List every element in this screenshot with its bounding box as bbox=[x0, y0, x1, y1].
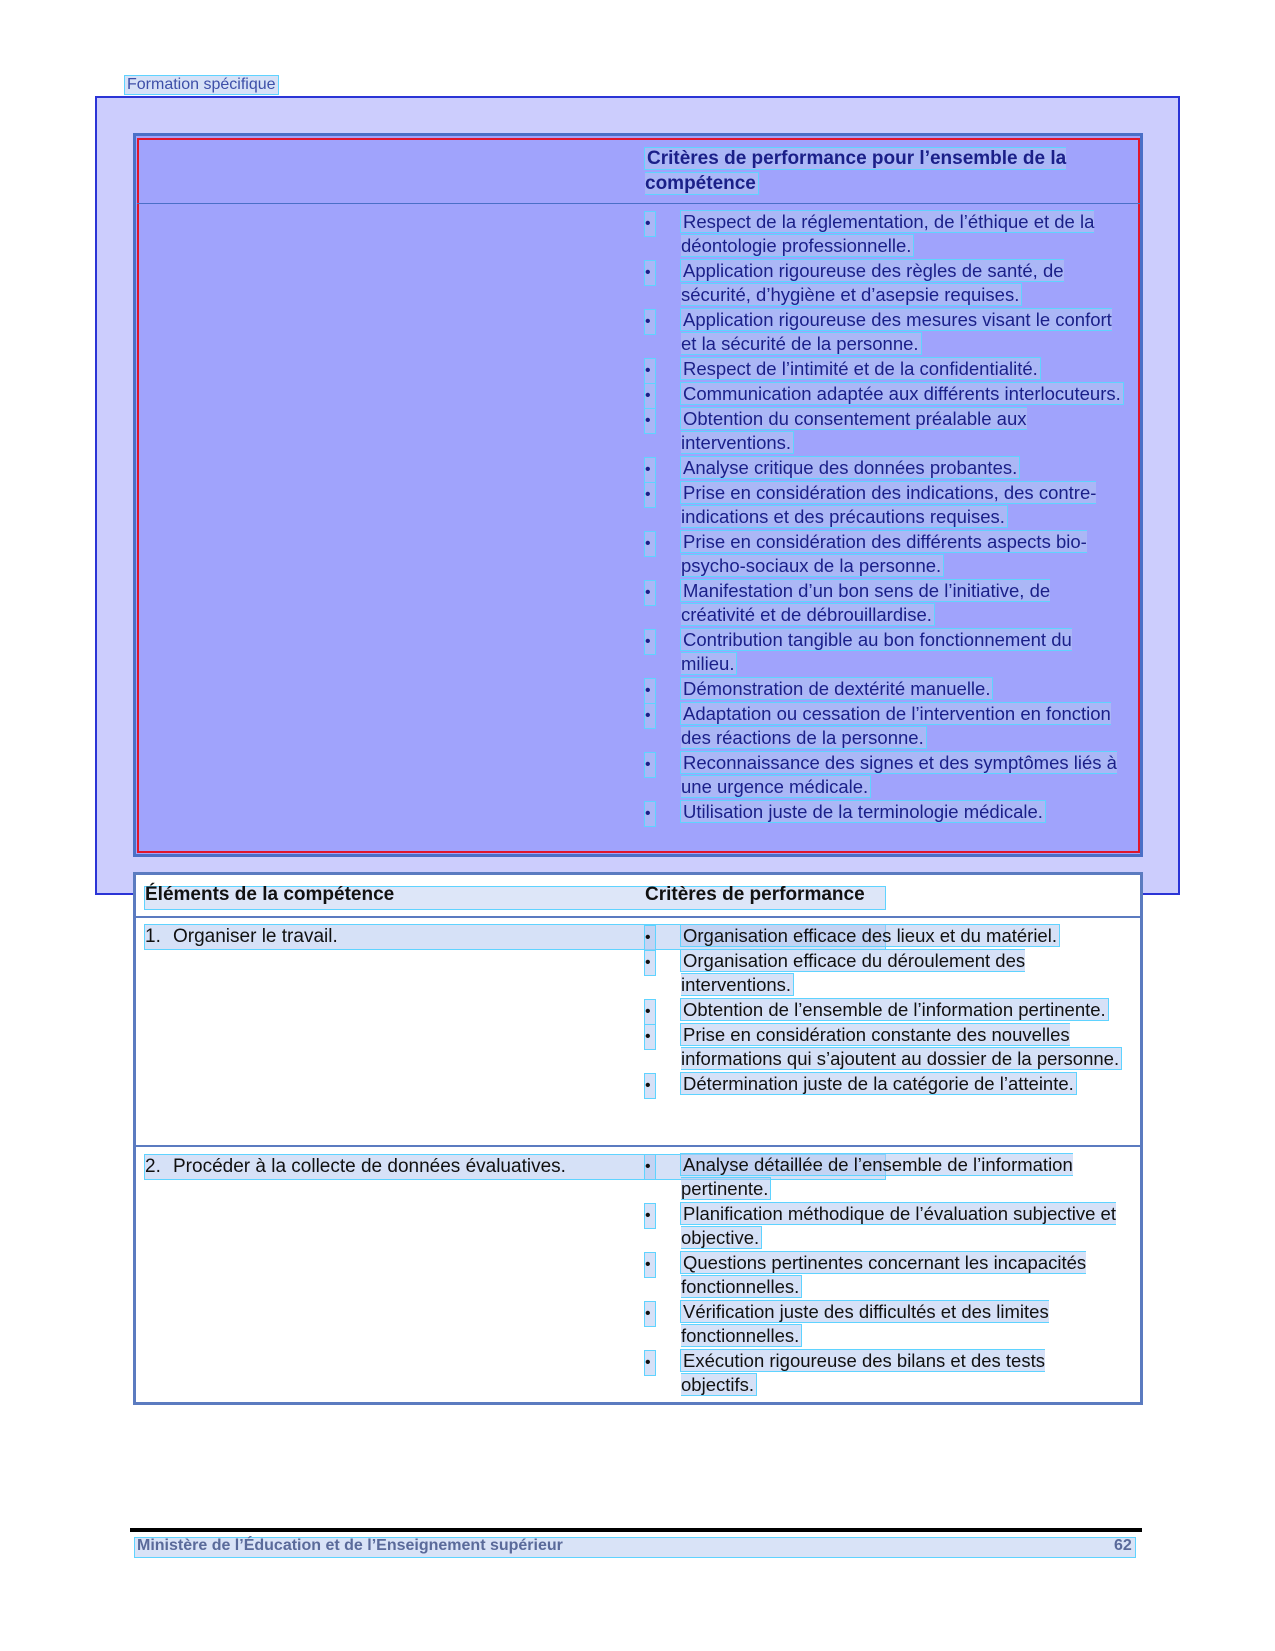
table-header-divider bbox=[135, 916, 1141, 918]
criterion-text: Obtention de l’ensemble de l’information pertinente. bbox=[683, 999, 1106, 1020]
bullet-icon: • bbox=[645, 532, 655, 556]
table-row-divider bbox=[135, 1145, 1141, 1147]
bullet-icon: • bbox=[645, 1204, 655, 1228]
bullet-icon: • bbox=[645, 409, 655, 433]
criterion-text: Détermination juste de la catégorie de l’atteinte. bbox=[683, 1073, 1074, 1094]
list-item bbox=[645, 924, 1125, 948]
list-item bbox=[645, 751, 1125, 799]
element-text: Procéder à la collecte de données évaluatives. bbox=[173, 1156, 566, 1177]
bullet-icon: • bbox=[645, 1351, 655, 1375]
column-header-criteria: Critères de performance bbox=[645, 884, 865, 905]
list-item bbox=[645, 456, 1125, 480]
criterion-text: Respect de l’intimité et de la confidentialité. bbox=[683, 358, 1038, 379]
criterion-text: Reconnaissance des signes et des symptômes liés à une urgence médicale. bbox=[681, 752, 1117, 797]
bullet-icon: • bbox=[645, 483, 655, 507]
criterion-text: Prise en considération des différents aspects bio-psycho-sociaux de la personne. bbox=[681, 531, 1087, 576]
criterion-text: Questions pertinentes concernant les incapacités fonctionnelles. bbox=[681, 1252, 1087, 1297]
bullet-icon: • bbox=[645, 951, 655, 975]
list-item bbox=[645, 210, 1125, 258]
list-item bbox=[645, 1072, 1125, 1096]
criterion-text: Organisation efficace du déroulement des interventions. bbox=[681, 950, 1026, 995]
bullet-icon: • bbox=[645, 359, 655, 383]
criterion-text: Utilisation juste de la terminologie médicale. bbox=[683, 801, 1043, 822]
list-item bbox=[645, 357, 1125, 381]
criterion-text: Adaptation ou cessation de l’intervention en fonction des réactions de la personne. bbox=[681, 703, 1111, 748]
criterion-text: Analyse détaillée de l’ensemble de l’information pertinente. bbox=[681, 1154, 1073, 1199]
list-item bbox=[645, 579, 1125, 627]
criterion-text: Respect de la réglementation, de l’éthique et de la déontologie professionnelle. bbox=[681, 211, 1095, 256]
list-item bbox=[645, 998, 1125, 1022]
bullet-icon: • bbox=[645, 458, 655, 482]
criterion-text: Planification méthodique de l’évaluation subjective et objective. bbox=[681, 1203, 1116, 1248]
bullet-icon: • bbox=[645, 1025, 655, 1049]
list-item bbox=[645, 702, 1125, 750]
footer-page-number: 62 bbox=[1114, 1537, 1132, 1554]
criterion-text: Prise en considération constante des nouvelles informations qui s’ajoutent au dossier de la personne. bbox=[681, 1024, 1120, 1069]
bullet-icon: • bbox=[645, 1000, 655, 1024]
footer-rule bbox=[130, 1528, 1142, 1532]
criterion-text: Communication adaptée aux différents interlocuteurs. bbox=[683, 383, 1121, 404]
list-item bbox=[645, 1300, 1125, 1348]
element-number: 2. bbox=[145, 1156, 161, 1177]
element-text: Organiser le travail. bbox=[173, 926, 338, 947]
list-item bbox=[645, 481, 1125, 529]
overall-criteria-header-divider bbox=[137, 203, 1140, 204]
criterion-text: Organisation efficace des lieux et du matériel. bbox=[683, 925, 1057, 946]
list-item bbox=[645, 530, 1125, 578]
criterion-text: Analyse critique des données probantes. bbox=[683, 457, 1018, 478]
bullet-icon: • bbox=[645, 630, 655, 654]
criterion-text: Exécution rigoureuse des bilans et des tests objectifs. bbox=[681, 1350, 1045, 1395]
list-item bbox=[645, 1153, 1125, 1201]
bullet-icon: • bbox=[645, 1253, 655, 1277]
list-item bbox=[645, 382, 1125, 406]
bullet-icon: • bbox=[645, 802, 655, 826]
bullet-icon: • bbox=[645, 1155, 655, 1179]
bullet-icon: • bbox=[645, 1302, 655, 1326]
list-item bbox=[645, 1349, 1125, 1397]
list-item bbox=[645, 1023, 1125, 1071]
list-item bbox=[645, 949, 1125, 997]
criterion-text: Contribution tangible au bon fonctionnement du milieu. bbox=[681, 629, 1072, 674]
column-header-elements: Éléments de la compétence bbox=[145, 884, 395, 905]
element-number: 1. bbox=[145, 926, 161, 947]
row1-criteria-list bbox=[645, 924, 1125, 1097]
list-item bbox=[645, 1202, 1125, 1250]
list-item bbox=[645, 407, 1125, 455]
list-item bbox=[645, 677, 1125, 701]
section-label: Formation spécifique bbox=[127, 76, 276, 93]
bullet-icon: • bbox=[645, 926, 655, 950]
list-item bbox=[645, 308, 1125, 356]
bullet-icon: • bbox=[645, 753, 655, 777]
bullet-icon: • bbox=[645, 704, 655, 728]
bullet-icon: • bbox=[645, 384, 655, 408]
list-item bbox=[645, 800, 1125, 824]
bullet-icon: • bbox=[645, 212, 655, 236]
criterion-text: Vérification juste des difficultés et des limites fonctionnelles. bbox=[681, 1301, 1049, 1346]
list-item bbox=[645, 628, 1125, 676]
bullet-icon: • bbox=[645, 310, 655, 334]
overall-criteria-heading: Critères de performance pour l’ensemble de la compétence bbox=[645, 148, 1067, 194]
overall-criteria-list bbox=[645, 210, 1125, 825]
list-item bbox=[645, 259, 1125, 307]
criterion-text: Démonstration de dextérité manuelle. bbox=[683, 678, 991, 699]
bullet-icon: • bbox=[645, 1074, 655, 1098]
footer-ministry: Ministère de l’Éducation et de l’Enseignement supérieur bbox=[137, 1537, 563, 1554]
bullet-icon: • bbox=[645, 679, 655, 703]
list-item bbox=[645, 1251, 1125, 1299]
bullet-icon: • bbox=[645, 581, 655, 605]
criterion-text: Application rigoureuse des règles de santé, de sécurité, d’hygiène et d’asepsie requises. bbox=[681, 260, 1064, 305]
criterion-text: Manifestation d’un bon sens de l’initiative, de créativité et de débrouillardise. bbox=[681, 580, 1051, 625]
criterion-text: Obtention du consentement préalable aux interventions. bbox=[681, 408, 1027, 453]
criterion-text: Application rigoureuse des mesures visant le confort et la sécurité de la personne. bbox=[681, 309, 1112, 354]
bullet-icon: • bbox=[645, 261, 655, 285]
criterion-text: Prise en considération des indications, des contre-indications et des précautions requises. bbox=[681, 482, 1097, 527]
row2-criteria-list bbox=[645, 1153, 1125, 1398]
